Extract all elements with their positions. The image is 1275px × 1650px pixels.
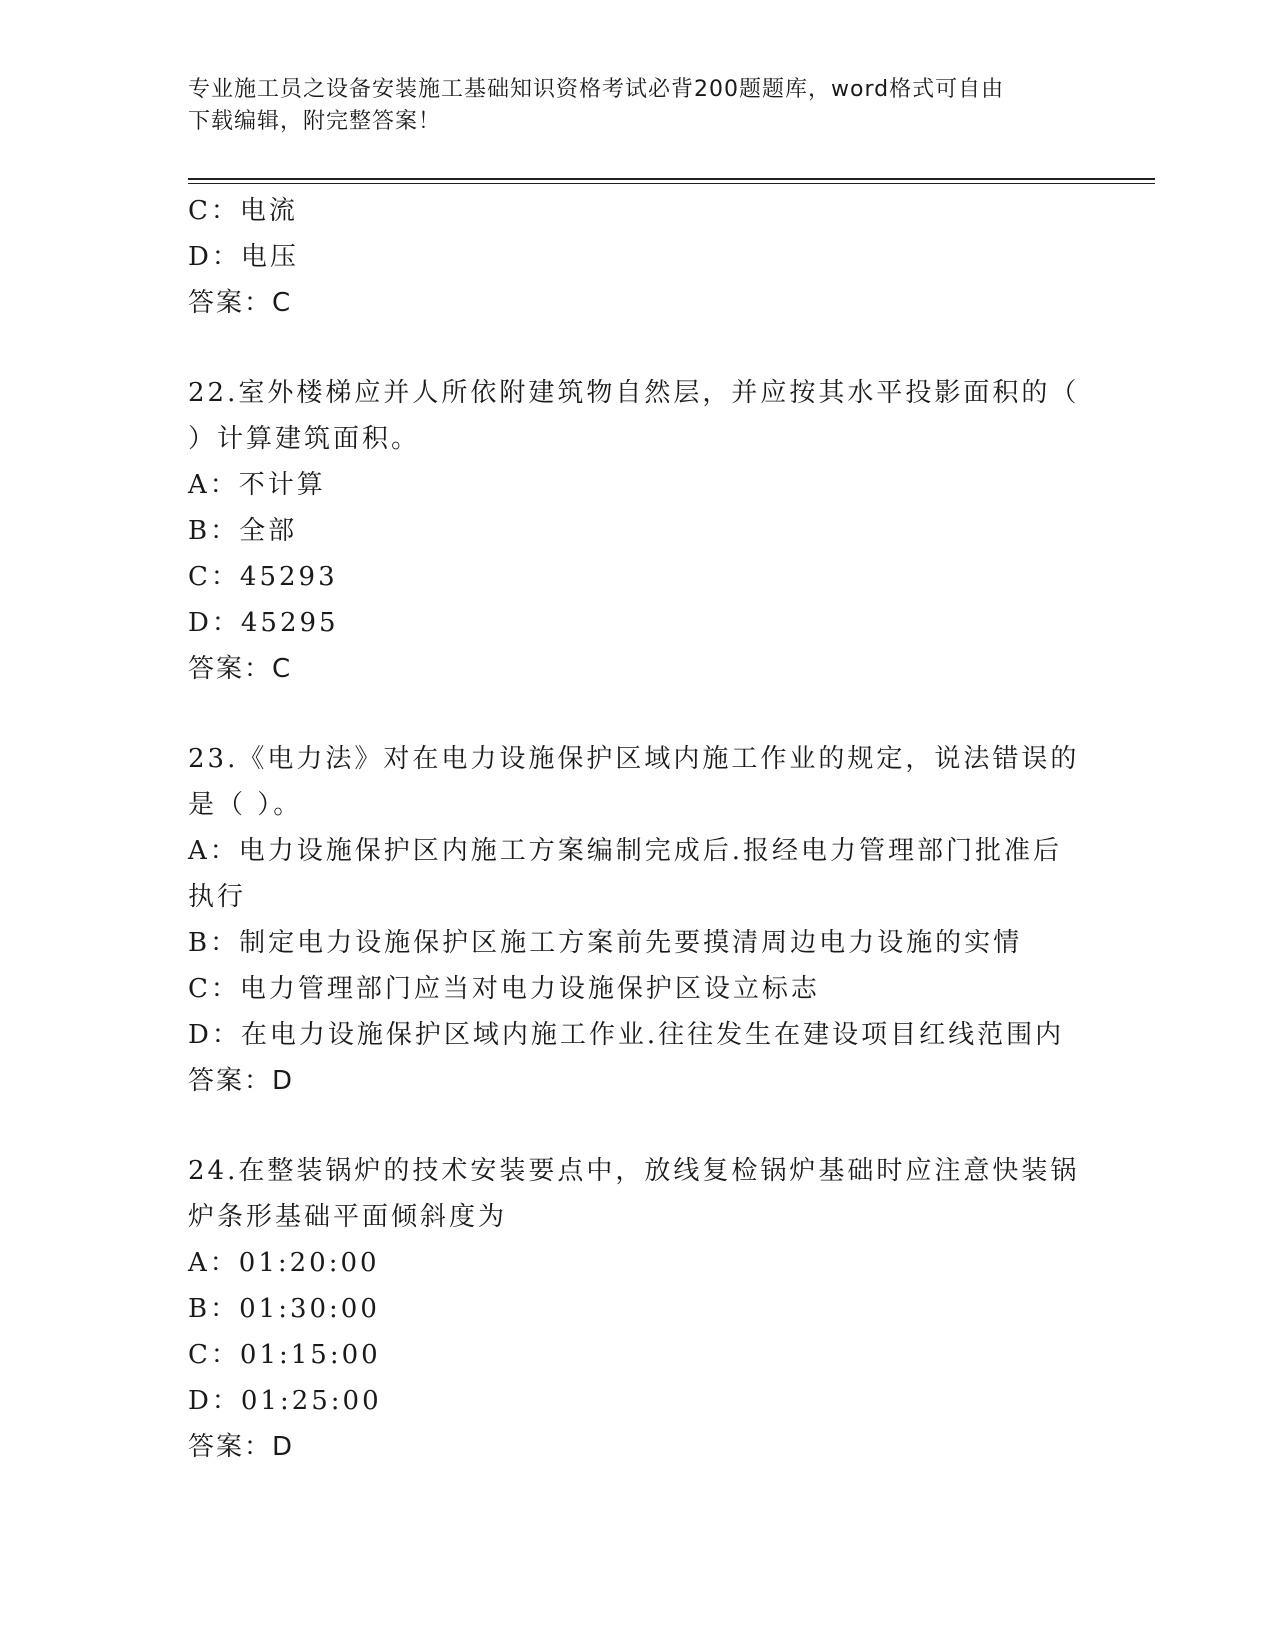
stem-line: 24.在整装锅炉的技术安装要点中，放线复检锅炉基础时应注意快装锅 [188, 1156, 1080, 1186]
option-text: 电力设施保护区内施工方案编制完成后.报经电力管理部门批准后 [238, 836, 1063, 866]
option-line [188, 966, 1088, 1012]
option-label: C： [188, 562, 240, 592]
option-text: 制定电力设施保护区施工方案前先要摸清周边电力设施的实情 [239, 928, 1023, 958]
option-line [188, 1240, 1088, 1286]
option-label: C： [188, 974, 240, 1004]
option-text: 01:25:00 [240, 1386, 382, 1416]
question-stem [188, 736, 1088, 828]
option-text: 不计算 [238, 470, 326, 500]
answer-line: 答案：C [188, 288, 293, 318]
option-label: A： [188, 836, 239, 866]
option-line [188, 1286, 1088, 1332]
stem-line: 炉条形基础平面倾斜度为 [188, 1202, 508, 1232]
question-content [188, 188, 1088, 1470]
option-line [188, 828, 1088, 874]
stem-line: 22.室外楼梯应并人所依附建筑物自然层，并应按其水平投影面积的（ [188, 378, 1080, 408]
answer-line: 答案：D [188, 1432, 295, 1462]
stem-line: 是（ ）。 [188, 790, 303, 820]
document-header [188, 74, 1088, 138]
option-label: B： [188, 928, 240, 958]
question-stem [188, 1148, 1088, 1240]
option-text: 45293 [239, 562, 338, 592]
option-line [188, 1012, 1088, 1058]
header-line-2: 下载编辑，附完整答案！ [188, 109, 442, 134]
option-label: D： [188, 608, 241, 638]
option-line-continued: 执行 [188, 882, 247, 912]
question-22 [188, 370, 1088, 692]
option-line [188, 600, 1088, 646]
option-line [188, 462, 1088, 508]
option-text: 01:20:00 [238, 1248, 380, 1278]
option-text: 在电力设施保护区域内施工作业.往往发生在建设项目红线范围内 [240, 1020, 1065, 1050]
stem-line: 23.《电力法》对在电力设施保护区域内施工作业的规定，说法错误的 [188, 744, 1080, 774]
header-line-1: 专业施工员之设备安装施工基础知识资格考试必背200题题库，word格式可自由 [188, 77, 1005, 102]
option-line [188, 508, 1088, 554]
option-text: 01:30:00 [239, 1294, 380, 1324]
header-rule-thin [188, 183, 1155, 184]
option-label: A： [188, 470, 239, 500]
option-text: 45295 [240, 608, 339, 638]
option-label: A： [188, 1248, 239, 1278]
question-stem [188, 370, 1088, 462]
option-line [188, 554, 1088, 600]
option-label: D： [188, 242, 241, 272]
question-24 [188, 1148, 1088, 1470]
option-label: C： [188, 1340, 240, 1370]
option-label: D： [188, 1020, 241, 1050]
option-label: C： [188, 196, 240, 226]
option-line [188, 920, 1088, 966]
question-23 [188, 736, 1088, 1104]
carryover-block [188, 188, 1088, 326]
answer-line: 答案：C [188, 654, 293, 684]
option-line [188, 1332, 1088, 1378]
option-label: B： [188, 516, 240, 546]
option-text: 电力管理部门应当对电力设施保护区设立标志 [239, 974, 820, 1004]
option-text: 01:15:00 [239, 1340, 381, 1370]
option-line [188, 1378, 1088, 1424]
header-rule-thick [188, 178, 1155, 180]
option-line [188, 188, 1088, 234]
option-text: 电流 [239, 196, 298, 226]
option-label: D： [188, 1386, 241, 1416]
option-line [188, 234, 1088, 280]
option-label: B： [188, 1294, 240, 1324]
stem-line: ）计算建筑面积。 [188, 424, 421, 454]
option-text: 电压 [240, 242, 299, 272]
option-text: 全部 [239, 516, 298, 546]
answer-line: 答案：D [188, 1066, 295, 1096]
